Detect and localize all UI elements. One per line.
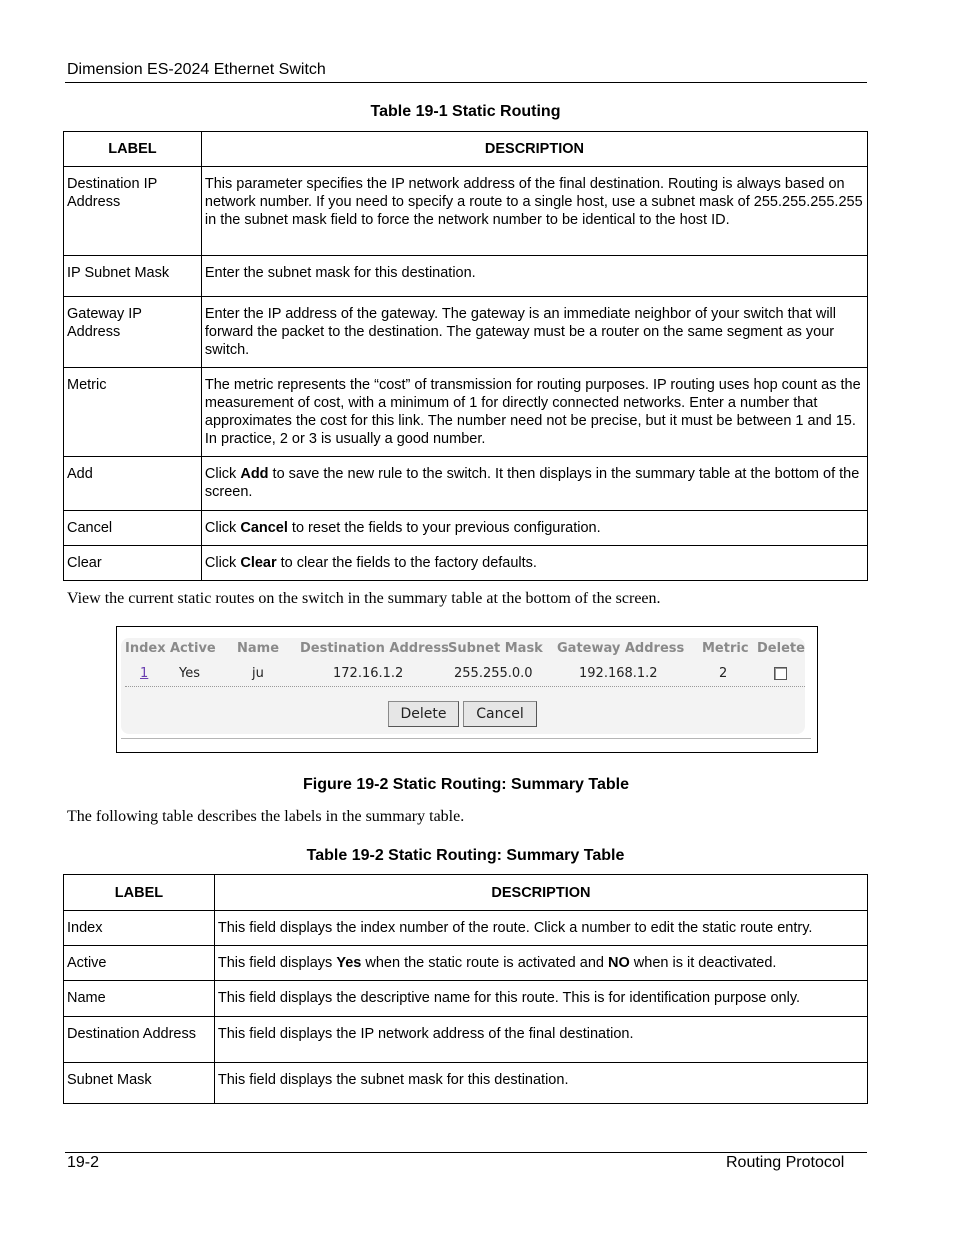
row-separator (125, 686, 805, 687)
section-name: Routing Protocol (726, 1154, 845, 1171)
row-label: Gateway IP Address (64, 297, 202, 368)
row-description: This field displays the subnet mask for this destination. (214, 1063, 867, 1104)
row-description: This field displays Yes when the static route is activated and NO when is it deactivated. (214, 946, 867, 981)
table1-col-description: DESCRIPTION (201, 132, 867, 167)
col-header-destination: Destination Address (300, 641, 449, 656)
row-label: Metric (64, 368, 202, 457)
row-label: Cancel (64, 511, 202, 546)
table1-col-label: LABEL (64, 132, 202, 167)
row-label: IP Subnet Mask (64, 256, 202, 297)
table2-col-description: DESCRIPTION (214, 875, 867, 911)
col-header-delete: Delete (757, 641, 805, 656)
page-number: 19-2 (67, 1154, 100, 1171)
table-row (64, 368, 868, 457)
table-row (64, 1017, 868, 1063)
row-label: Index (64, 911, 215, 946)
row-description: Click Cancel to reset the fields to your previous configuration. (201, 511, 867, 546)
table-row (64, 167, 868, 256)
row-label: Destination IP Address (64, 167, 202, 256)
row-label: Subnet Mask (64, 1063, 215, 1104)
col-header-subnet: Subnet Mask (448, 641, 543, 656)
row-description: Enter the subnet mask for this destination. (201, 256, 867, 297)
route-gateway: 192.168.1.2 (579, 666, 658, 681)
row-description: This parameter specifies the IP network address of the final destination. Routing is always based on network number. If you need to specify a route to a single host, use a subnet mask of 255.255.255.255 in the subnet mask field to force the network number to be identical to the host ID. (201, 167, 867, 256)
table2-caption: Table 19-2 Static Routing: Summary Table (306, 847, 625, 864)
row-description: This field displays the descriptive name for this route. This is for identification purpose only. (214, 981, 867, 1017)
row-label: Clear (64, 546, 202, 581)
table1-caption: Table 19-1 Static Routing (370, 103, 561, 120)
route-name: ju (252, 666, 264, 681)
table1 (63, 131, 868, 581)
col-header-index: Index (125, 641, 166, 656)
table-row (64, 457, 868, 511)
table-row (64, 981, 868, 1017)
row-description: Click Clear to clear the fields to the factory defaults. (201, 546, 867, 581)
col-header-metric: Metric (702, 641, 749, 656)
table2 (63, 874, 868, 1104)
delete-checkbox[interactable] (774, 667, 787, 680)
route-subnet: 255.255.0.0 (454, 666, 533, 681)
col-header-gateway: Gateway Address (557, 641, 685, 656)
following-paragraph: The following table describes the labels in the summary table. (67, 808, 465, 825)
table2-col-label: LABEL (64, 875, 215, 911)
delete-button[interactable]: Delete (388, 701, 459, 727)
col-header-name: Name (237, 641, 280, 656)
row-description: Enter the IP address of the gateway. The gateway is an immediate neighbor of your switch that will forward the packet to the destination. The gateway must be a router on the same segment as your switch. (201, 297, 867, 368)
figure-caption: Figure 19-2 Static Routing: Summary Table (303, 776, 629, 793)
table2-header-row (64, 875, 868, 911)
row-label: Active (64, 946, 215, 981)
header-divider (65, 82, 867, 83)
footer-divider (65, 1152, 867, 1153)
page-header-title: Dimension ES-2024 Ethernet Switch (67, 61, 326, 78)
table-row (64, 911, 868, 946)
table-row (64, 1063, 868, 1104)
row-description: Click Add to save the new rule to the switch. It then displays in the summary table at the bottom of the screen. (201, 457, 867, 511)
row-description: The metric represents the “cost” of transmission for routing purposes. IP routing uses hop count as the measurement of cost, with a minimum of 1 for directly connected networks. Enter a number that approximates the cost for this link. The number need not be precise, but it must be between 1 and 15. In practice, 2 or 3 is usually a good number. (201, 368, 867, 457)
route-active: Yes (179, 666, 200, 681)
row-description: This field displays the IP network address of the final destination. (214, 1017, 867, 1063)
panel-bottom-line (121, 738, 811, 739)
intro-paragraph: View the current static routes on the switch in the summary table at the bottom of the screen. (67, 590, 661, 607)
table-row (64, 946, 868, 981)
route-metric: 2 (719, 666, 728, 681)
row-label: Name (64, 981, 215, 1017)
cancel-button[interactable]: Cancel (463, 701, 537, 727)
table-row (64, 511, 868, 546)
row-label: Destination Address (64, 1017, 215, 1063)
table-row (64, 546, 868, 581)
summary-panel (121, 638, 805, 734)
row-description: This field displays the index number of the route. Click a number to edit the static route entry. (214, 911, 867, 946)
table-row (64, 297, 868, 368)
col-header-active: Active (170, 641, 216, 656)
route-destination: 172.16.1.2 (333, 666, 404, 681)
table1-header-row (64, 132, 868, 167)
summary-table-screenshot (116, 626, 818, 753)
row-label: Add (64, 457, 202, 511)
route-index-link[interactable]: 1 (140, 666, 149, 681)
table-row (64, 256, 868, 297)
